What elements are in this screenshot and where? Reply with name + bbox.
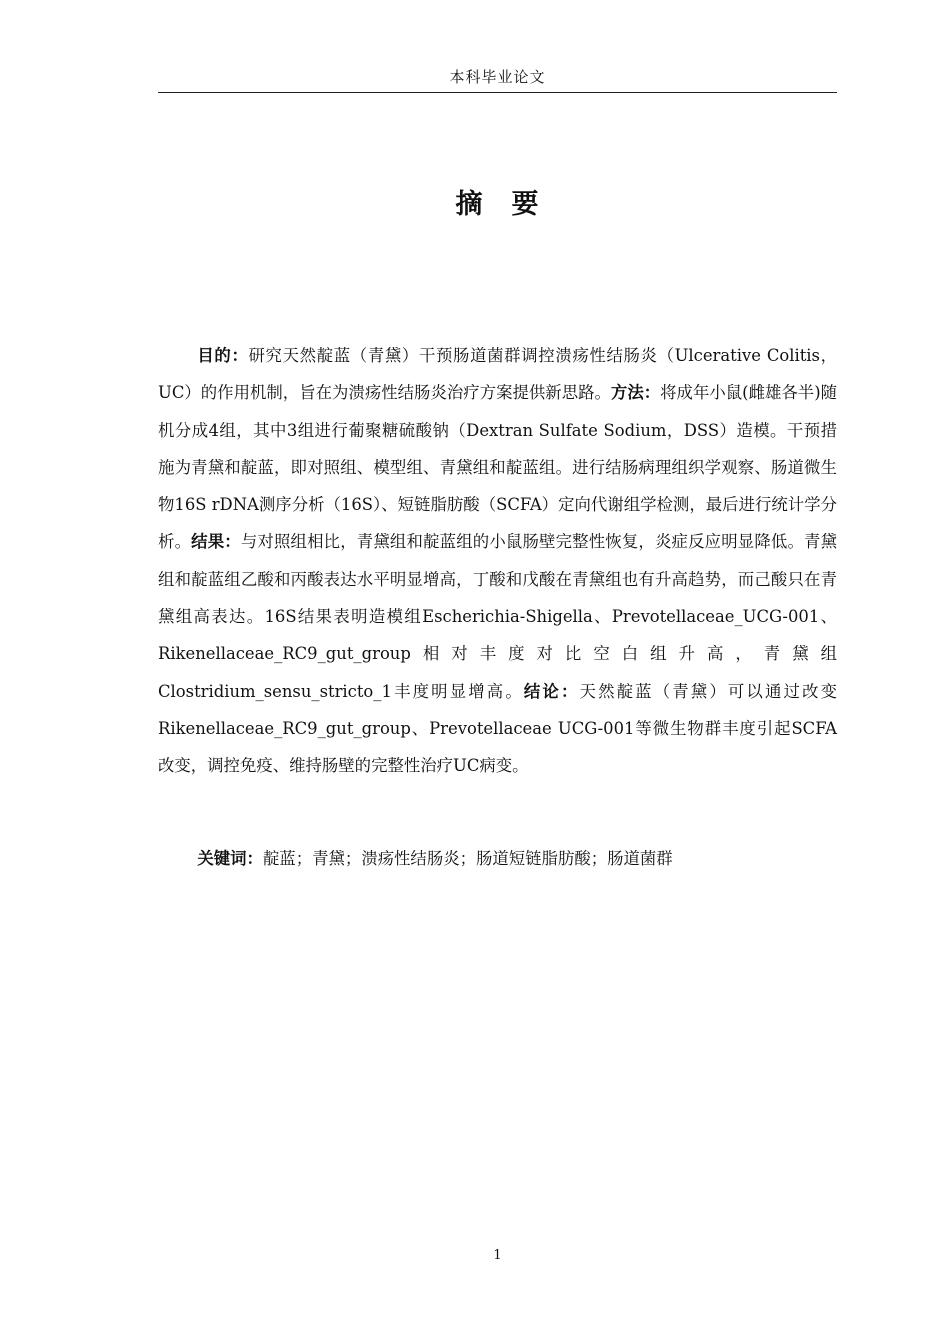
page-title (158, 186, 837, 224)
keywords-label: 关键词： (197, 849, 263, 868)
conclusion-text: 天然靛蓝（青黛）可以通过改变Rikenellaceae_RC9_gut_group、Prevotellaceae UCG-001等微生物群丰度引起SCFA改变，调控免疫、维持肠壁的完整性治疗UC病变。 (158, 681, 838, 776)
objective-text: 研究天然靛蓝（青黛）干预肠道菌群调控溃疡性结肠炎（Ulcerative Colitis，UC）的作用机制，旨在为溃疡性结肠炎治疗方案提供新思路。 (158, 346, 837, 403)
results-text: 与对照组相比，青黛组和靛蓝组的小鼠肠壁完整性恢复，炎症反应明显降低。青黛组和靛蓝组乙酸和丙酸表达水平明显增高，丁酸和戊酸在青黛组也有升高趋势，而己酸只在青黛组高表达。16S结果表明造模组Escherichia-Shigella、Prevotellaceae_UCG-001、Rikenellaceae_RC9_gut_group相对丰度对比空白组升高，青黛组Clostridium_sensu_stricto_1丰度明显增高。 (158, 532, 838, 701)
abstract-body (158, 337, 837, 785)
header-text: 本科毕业论文 (449, 68, 546, 86)
methods-text: 将成年小鼠(雌雄各半)随机分成4组，其中3组进行葡聚糖硫酸钠（Dextran Sulfate Sodium，DSS）造模。干预措施为青黛和靛蓝，即对照组、模型组、青黛组和靛蓝组。进行结肠病理组织学观察、肠道微生物16S rDNA测序分析（16S）、短链脂肪酸（SCFA）定向代谢组学检测，最后进行统计学分析。 (158, 383, 837, 552)
objective-label: 目的： (197, 346, 249, 365)
results-label: 结果： (191, 532, 241, 552)
title-char-left: 摘 (455, 189, 484, 220)
page-number-text: 1 (493, 1248, 502, 1263)
title-char-right: 要 (511, 189, 540, 220)
keywords-line (158, 840, 837, 877)
page-header (158, 66, 837, 93)
conclusion-label: 结论： (523, 681, 580, 701)
methods-label: 方法： (610, 383, 661, 403)
keywords-text: 靛蓝；青黛；溃疡性结肠炎；肠道短链脂肪酸；肠道菌群 (262, 849, 673, 868)
page-number (158, 1247, 837, 1265)
